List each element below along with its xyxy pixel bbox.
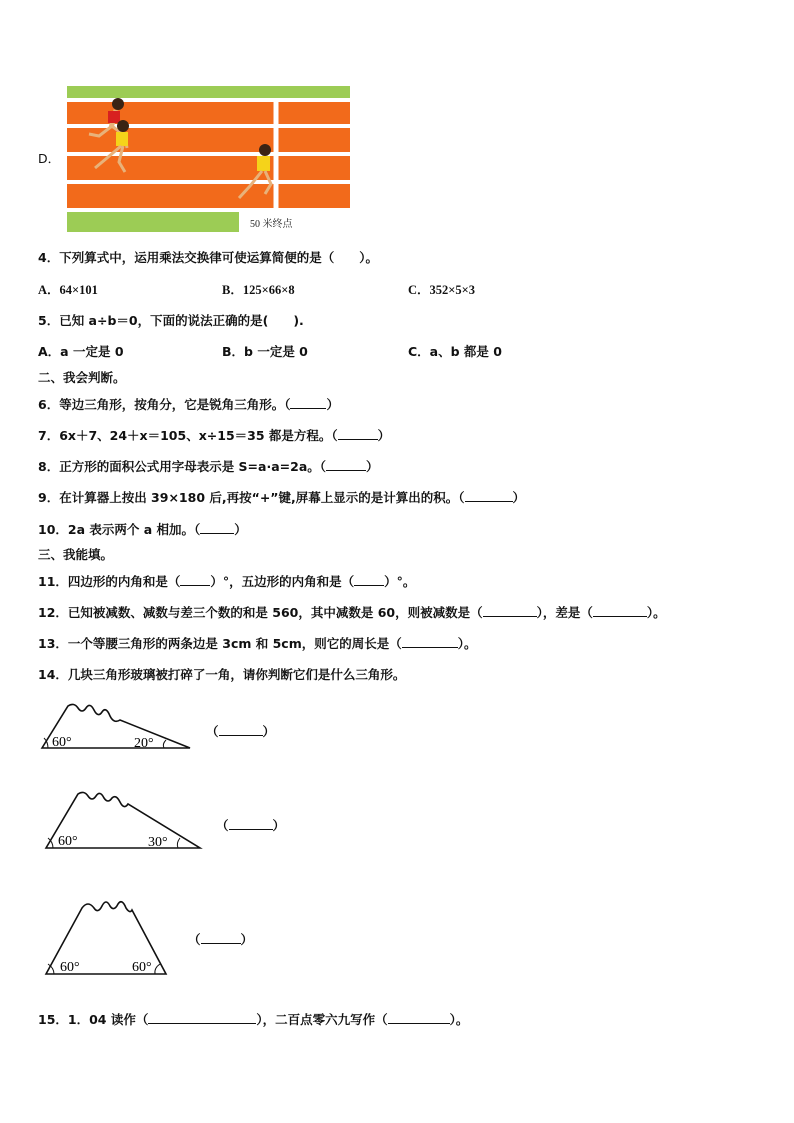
- q4-option-a: A．64×101: [38, 283, 98, 297]
- q14-answer-3: [188, 931, 253, 948]
- section-2-heading: 二、我会判断。: [38, 370, 126, 385]
- broken-triangle-2: [44, 788, 202, 850]
- triangle-3-left-angle: 60°: [60, 960, 80, 975]
- q9-answer-blank[interactable]: [465, 489, 513, 502]
- q4-stem: 4．下列算式中，运用乘法交换律可使运算简便的是（ ）。: [38, 250, 378, 265]
- paren-close: ）: [326, 397, 339, 412]
- q14-stem: 14．几块三角形玻璃被打碎了一角，请你判断它们是什么三角形。: [38, 667, 406, 682]
- q8-answer-blank[interactable]: [326, 458, 366, 471]
- finish-sign-text: 50 米终点: [250, 219, 293, 230]
- triangle-1-answer-blank[interactable]: [219, 723, 263, 736]
- q15-blank-2[interactable]: [388, 1011, 450, 1024]
- q14-answer-1: [206, 723, 275, 740]
- q8-text: 8．正方形的面积公式用字母表示是 S=a·a=2a。（: [38, 459, 327, 474]
- q13-blank[interactable]: [402, 635, 458, 648]
- section-3-heading: 三、我能填。: [38, 547, 114, 562]
- q15: [38, 1011, 468, 1028]
- q15-text-b: ），二百点零六九写作（: [256, 1012, 388, 1027]
- q12-blank-1[interactable]: [483, 604, 537, 617]
- paren-close: ）: [234, 522, 247, 537]
- q7-answer-blank[interactable]: [338, 427, 378, 440]
- q7: [38, 427, 390, 444]
- q12-text-c: ）。: [646, 605, 666, 620]
- paren-close: ）: [240, 932, 254, 947]
- q6-answer-blank[interactable]: [290, 396, 326, 409]
- q4-option-c: C．352×5×3: [408, 283, 476, 297]
- paren-open: （: [188, 932, 201, 947]
- q14-answer-2: [216, 817, 285, 834]
- q11-text-b: ）°，五边形的内角和是（: [210, 574, 355, 589]
- paren-close: ）: [272, 818, 286, 833]
- q6-text: 6．等边三角形，按角分，它是锐角三角形。（: [38, 397, 291, 412]
- q15-text-c: ）。: [449, 1012, 469, 1027]
- q6: [38, 396, 339, 413]
- q4-option-b: B．125×66×8: [222, 283, 295, 297]
- broken-triangle-3: [44, 896, 168, 976]
- q5-option-c: C．a、b 都是 0: [408, 344, 502, 359]
- broken-triangle-1: [40, 700, 192, 750]
- paren-close: ）: [262, 724, 276, 739]
- q12: [38, 604, 666, 621]
- q12-blank-2[interactable]: [593, 604, 647, 617]
- paren-open: （: [216, 818, 229, 833]
- triangle-2-left-angle: 60°: [58, 834, 78, 849]
- q9-text: 9．在计算器上按出 39×180 后,再按“+”键,屏幕上显示的是计算出的积。（: [38, 490, 465, 505]
- q15-blank-1[interactable]: [148, 1011, 256, 1024]
- q5-option-b: B．b 一定是 0: [222, 344, 308, 359]
- q12-text-b: ），差是（: [536, 605, 593, 620]
- triangle-1-left-angle: 60°: [52, 735, 72, 750]
- paren-close: ）: [366, 459, 379, 474]
- paren-close: ）: [377, 428, 391, 443]
- paren-close: ）: [512, 490, 526, 505]
- q7-text: 7．6x＋7、24＋x＝105、x÷15＝35 都是方程。（: [38, 428, 338, 443]
- q11-text-c: ）°。: [384, 574, 416, 589]
- q10: [38, 521, 247, 538]
- q13-text-b: ）。: [457, 636, 477, 651]
- q10-answer-blank[interactable]: [200, 521, 234, 534]
- triangle-2-right-angle: 30°: [148, 835, 168, 850]
- q10-text: 10．2a 表示两个 a 相加。（: [38, 522, 201, 537]
- q11-blank-2[interactable]: [354, 573, 384, 586]
- q11: [38, 573, 415, 590]
- triangle-1-right-angle: 20°: [134, 736, 154, 751]
- q11-text-a: 11．四边形的内角和是（: [38, 574, 181, 589]
- q5-option-a: A．a 一定是 0: [38, 344, 124, 359]
- paren-open: （: [206, 724, 219, 739]
- q9: [38, 489, 525, 506]
- running-track-image: [67, 86, 350, 232]
- triangle-2-answer-blank[interactable]: [229, 817, 273, 830]
- q13: [38, 635, 476, 652]
- q8: [38, 458, 379, 475]
- triangle-3-right-angle: 60°: [132, 960, 152, 975]
- q5-stem: 5．已知 a÷b＝0，下面的说法正确的是( ).: [38, 313, 304, 328]
- q15-text-a: 15．1．04 读作（: [38, 1012, 149, 1027]
- q12-text-a: 12．已知被减数、减数与差三个数的和是 560，其中减数是 60，则被减数是（: [38, 605, 483, 620]
- q11-blank-1[interactable]: [180, 573, 210, 586]
- q13-text-a: 13．一个等腰三角形的两条边是 3cm 和 5cm，则它的周长是（: [38, 636, 402, 651]
- option-d-label: D．: [38, 151, 61, 166]
- triangle-3-answer-blank[interactable]: [201, 931, 241, 944]
